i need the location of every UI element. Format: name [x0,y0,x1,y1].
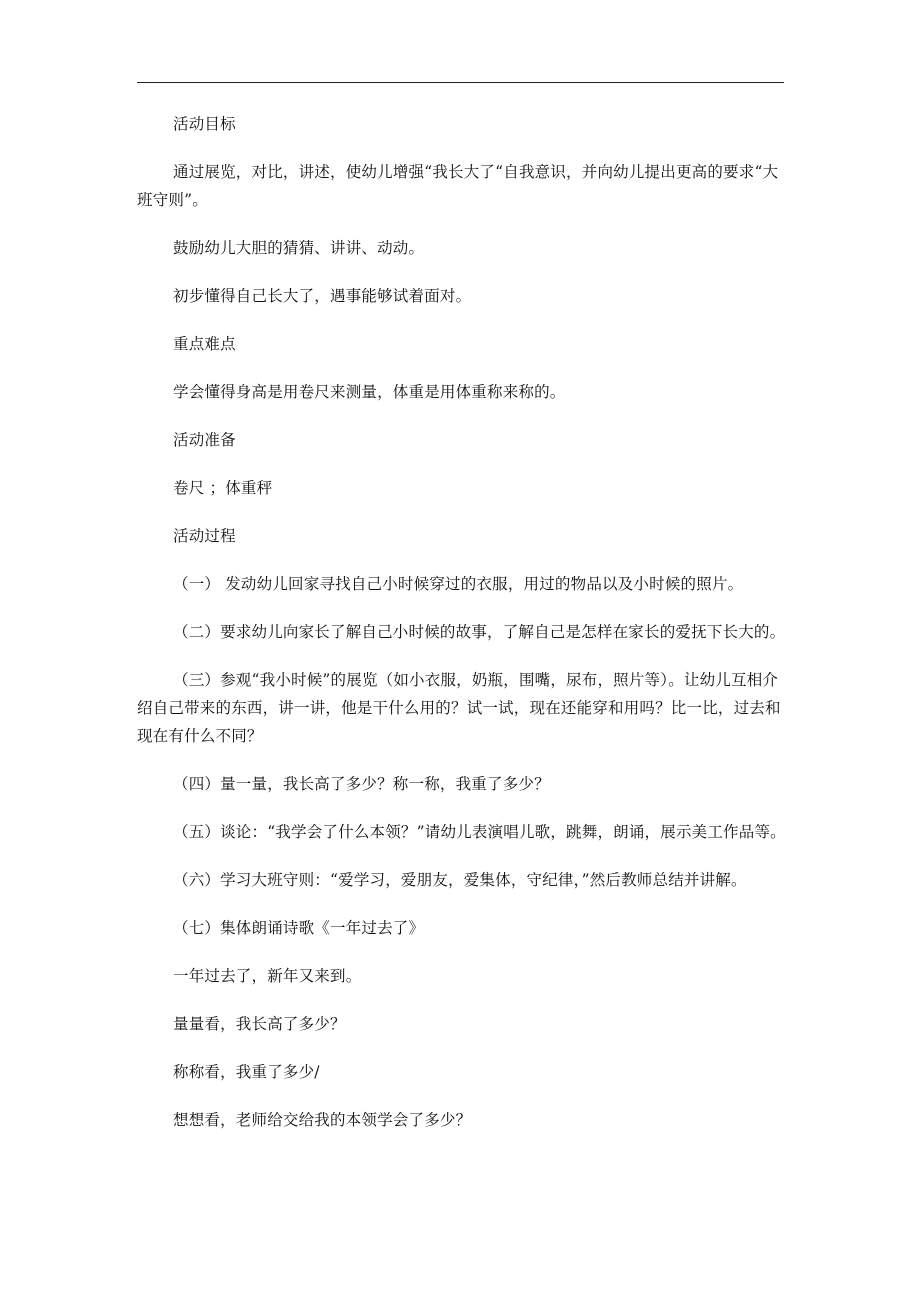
process-step-7: （七）集体朗诵诗歌《一年过去了》 [173,919,425,937]
heading-activity-goals: 活动目标 [173,115,236,133]
document-body [137,110,791,1134]
poem-line-4: 想想看，老师给交给我的本领学会了多少？ [173,1111,472,1129]
goal-paragraph-2: 鼓励幼儿大胆的猜猜、讲讲、动动。 [173,239,425,257]
goal-paragraph-3: 初步懂得自己长大了，遇事能够试着面对。 [173,287,472,305]
heading-key-points: 重点难点 [173,335,236,353]
heading-process: 活动过程 [173,527,236,545]
poem-line-1: 一年过去了，新年又来到。 [173,967,362,985]
process-step-1: （一） 发动幼儿回家寻找自己小时候穿过的衣服，用过的物品以及小时候的照片。 [173,575,744,593]
process-step-2: （二）要求幼儿向家长了解自己小时候的故事，了解自己是怎样在家长的爱抚下长大的。 [173,623,786,641]
process-step-3: （三）参观“我小时候”的展览（如小衣服，奶瓶，围嘴，尿布，照片等）。让幼儿互相介绍自己带来的东西，讲一讲，他是干什么用的？试一试，现在还能穿和用吗？比一比，过去和现在有什么不同？ [137,671,781,745]
goal-paragraph-1: 通过展览，对比，讲述，使幼儿增强“我长大了“自我意识，并向幼儿提出更高的要求“大班守则”。 [137,163,779,209]
heading-preparation: 活动准备 [173,431,236,449]
preparation-paragraph: 卷尺 ；体重秤 [173,479,273,497]
poem-line-2: 量量看，我长高了多少？ [173,1015,346,1033]
header-rule [137,82,784,83]
process-step-4: （四）量一量，我长高了多少？称一称，我重了多少？ [173,775,550,793]
key-points-paragraph: 学会懂得身高是用卷尺来测量，体重是用体重称来称的。 [173,383,566,401]
process-step-5: （五）谈论：“我学会了什么本领？”请幼儿表演唱儿歌，跳舞，朗诵，展示美工作品等。 [173,823,786,841]
poem-line-3: 称称看，我重了多少/ [173,1063,320,1081]
process-step-6: （六）学习大班守则：“爱学习，爱朋友，爱集体，守纪律，”然后教师总结并讲解。 [173,871,747,889]
